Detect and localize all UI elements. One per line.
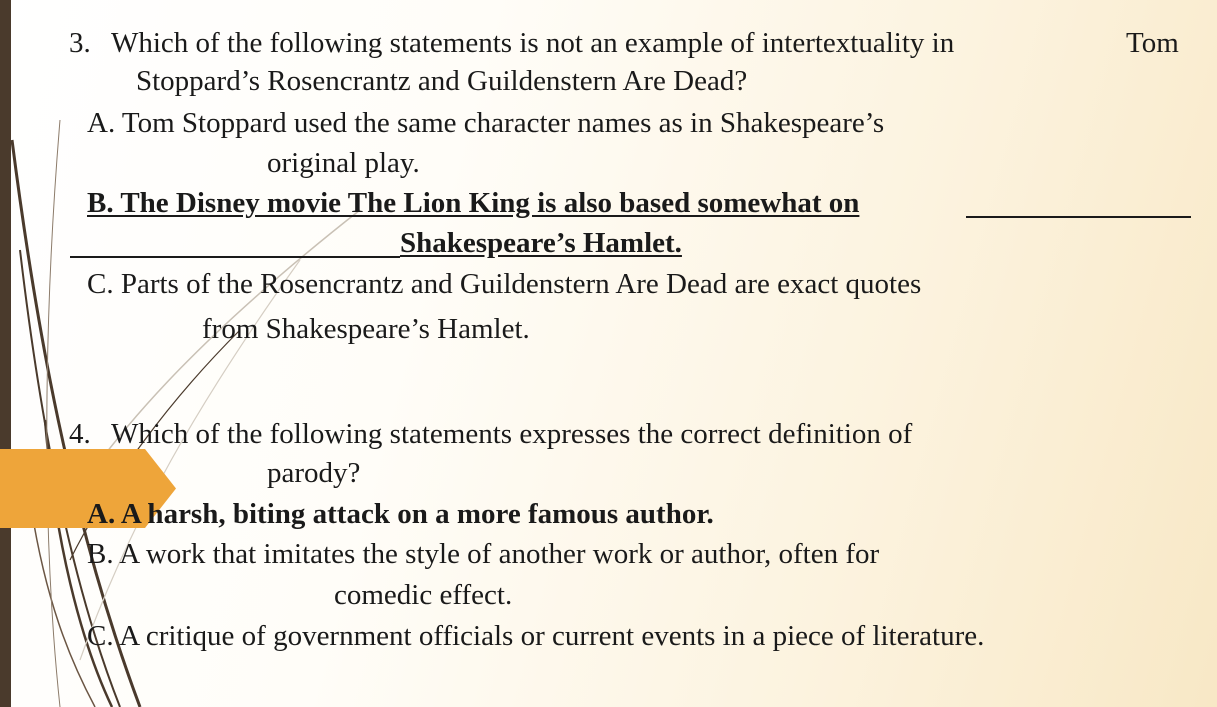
q3-question-line1: Which of the following statements is not an example of intertextuality in <box>111 27 955 59</box>
q3-number: 3. <box>69 27 91 59</box>
q3-question-tail: Tom <box>1126 27 1179 59</box>
q3-option-c-line2: from Shakespeare’s Hamlet. <box>202 313 530 345</box>
q4-number: 4. <box>69 418 91 450</box>
q3-option-b-underline-lead <box>70 256 400 258</box>
q3-question-line2: Stoppard’s Rosencrantz and Guildenstern Are Dead? <box>136 65 748 97</box>
q3-option-a-line2: original play. <box>267 147 420 179</box>
q4-option-c: C. A critique of government officials or current events in a piece of literature. <box>87 620 985 652</box>
q3-option-a-line1: A. Tom Stoppard used the same character names as in Shakespeare’s <box>87 107 885 139</box>
q3-option-b-line1: B. The Disney movie The Lion King is also based somewhat on <box>87 187 860 219</box>
q3-option-b-underline-extension <box>966 216 1191 218</box>
q3-option-b-line2: Shakespeare’s Hamlet. <box>400 227 682 259</box>
q4-question-line2: parody? <box>267 457 361 489</box>
q3-option-c-line1: C. Parts of the Rosencrantz and Guildenstern Are Dead are exact quotes <box>87 268 922 300</box>
q4-option-b-line2: comedic effect. <box>334 579 513 611</box>
q4-option-a: A. A harsh, biting attack on a more famous author. <box>87 498 714 530</box>
q4-option-b-line1: B. A work that imitates the style of another work or author, often for <box>87 538 880 570</box>
q4-question-line1: Which of the following statements expresses the correct definition of <box>111 418 913 450</box>
